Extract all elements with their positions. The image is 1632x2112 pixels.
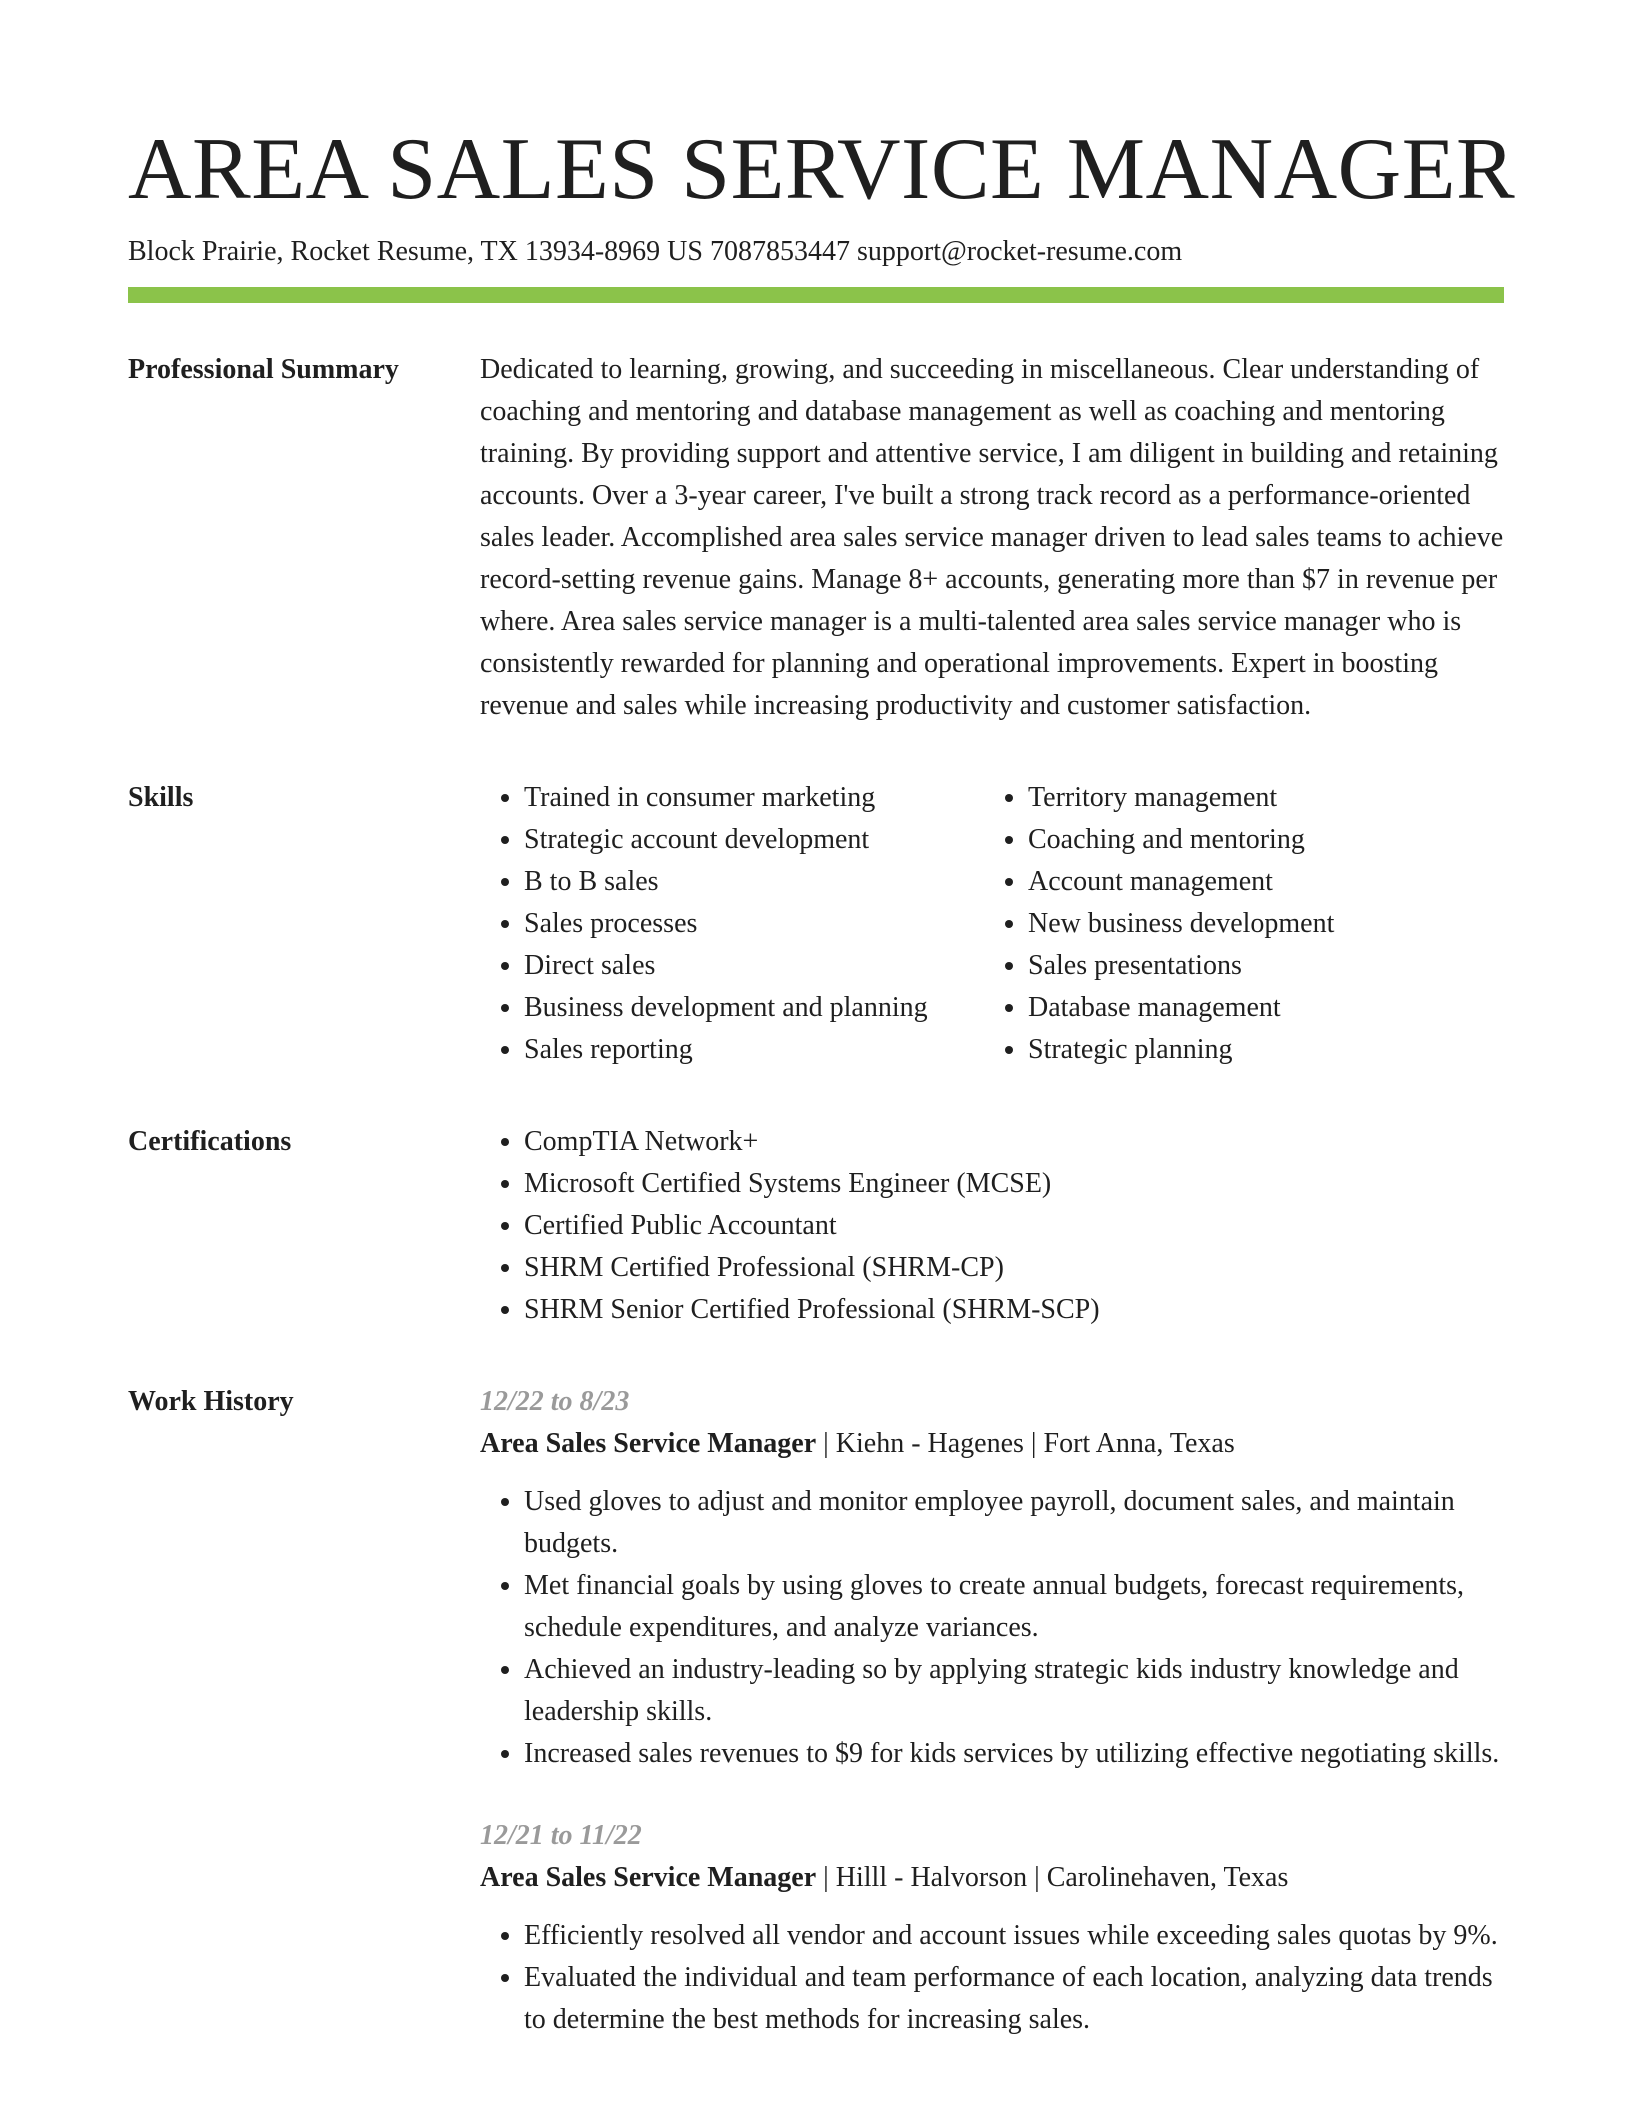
job-entry bbox=[480, 1815, 1504, 2041]
job-title: Area Sales Service Manager bbox=[480, 1428, 817, 1459]
skills-lists bbox=[480, 777, 1504, 1071]
job-bullet: • Used gloves to adjust and monitor employee payroll, document sales, and maintain budgets. bbox=[524, 1481, 1504, 1565]
skill-item: • Sales reporting bbox=[524, 1029, 984, 1071]
job-bullet: • Met financial goals by using gloves to create annual budgets, forecast requirements, schedule expenditures, and analyze variances. bbox=[524, 1565, 1504, 1649]
skill-item: • Strategic account development bbox=[524, 819, 984, 861]
skill-item: • Sales processes bbox=[524, 903, 984, 945]
certification-item: • Certified Public Accountant bbox=[524, 1205, 1504, 1247]
work-history-body bbox=[480, 1381, 1504, 2041]
certifications-heading: Certifications bbox=[128, 1126, 292, 1157]
header-divider bbox=[128, 287, 1504, 303]
skills-heading: Skills bbox=[128, 782, 194, 813]
certifications-body bbox=[480, 1121, 1504, 1331]
skill-item: • Trained in consumer marketing bbox=[524, 777, 984, 819]
job-dates: 12/21 to 11/22 bbox=[480, 1820, 642, 1851]
skill-item: • Account management bbox=[1028, 861, 1504, 903]
resume-title: AREA SALES SERVICE MANAGER bbox=[128, 121, 1516, 218]
summary-heading: Professional Summary bbox=[128, 354, 399, 385]
certification-item: • Microsoft Certified Systems Engineer (MCSE) bbox=[524, 1163, 1504, 1205]
job-employer-location: | Hilll - Halvorson | Carolinehaven, Texas bbox=[816, 1862, 1289, 1893]
skill-item: • B to B sales bbox=[524, 861, 984, 903]
contact-line bbox=[128, 234, 1504, 270]
contact-phone: 7087853447 bbox=[709, 236, 850, 267]
skill-item: • Database management bbox=[1028, 987, 1504, 1029]
skill-item: • Territory management bbox=[1028, 777, 1504, 819]
certification-item: • SHRM Senior Certified Professional (SHRM-SCP) bbox=[524, 1289, 1504, 1331]
skill-item: • Coaching and mentoring bbox=[1028, 819, 1504, 861]
contact-email: support@rocket-resume.com bbox=[856, 236, 1183, 267]
certifications-list bbox=[480, 1121, 1504, 1331]
skill-item: • Strategic planning bbox=[1028, 1029, 1504, 1071]
certifications-section bbox=[128, 1121, 1504, 1331]
certification-item: • CompTIA Network+ bbox=[524, 1121, 1504, 1163]
skill-item: • Business development and planning bbox=[524, 987, 984, 1029]
job-bullet: • Achieved an industry-leading so by applying strategic kids industry knowledge and leadership skills. bbox=[524, 1649, 1504, 1733]
skills-list-left bbox=[480, 777, 984, 1071]
job-bullets bbox=[480, 1915, 1504, 2041]
skill-item: • Sales presentations bbox=[1028, 945, 1504, 987]
work-history-section bbox=[128, 1381, 1504, 2041]
job-dates: 12/22 to 8/23 bbox=[480, 1386, 630, 1417]
job-bullet: • Increased sales revenues to $9 for kids services by utilizing effective negotiating skills. bbox=[524, 1733, 1504, 1775]
job-entry bbox=[480, 1381, 1504, 1775]
skills-list-right bbox=[984, 777, 1504, 1071]
job-title: Area Sales Service Manager bbox=[480, 1862, 817, 1893]
job-bullet: • Efficiently resolved all vendor and account issues while exceeding sales quotas by 9%. bbox=[524, 1915, 1504, 1957]
job-heading bbox=[480, 1423, 1504, 1465]
certification-item: • SHRM Certified Professional (SHRM-CP) bbox=[524, 1247, 1504, 1289]
job-bullet: • Evaluated the individual and team performance of each location, analyzing data trends to determine the best methods for increasing sales. bbox=[524, 1957, 1504, 2041]
summary-text: Dedicated to learning, growing, and succeeding in miscellaneous. Clear understanding of coaching and mentoring and database management as well as coaching and mentoring training. By providing support and attentive service, I am diligent in building and retaining accounts. Over a 3-year career, I've built a strong track record as a performance-oriented sales leader. Accomplished area sales service manager driven to lead sales teams to achieve record-setting revenue gains. Manage 8+ accounts, generating more than $7 in revenue per where. Area sales service manager is a multi-talented area sales service manager who is consistently rewarded for planning and operational improvements. Expert in boosting revenue and sales while increasing productivity and customer satisfaction. bbox=[480, 354, 1504, 721]
resume-page bbox=[128, 118, 1516, 2041]
contact-address: Block Prairie, Rocket Resume, TX 13934-8969 US bbox=[128, 236, 703, 267]
work-history-heading: Work History bbox=[128, 1386, 294, 1417]
job-heading bbox=[480, 1857, 1504, 1899]
skill-item: • Direct sales bbox=[524, 945, 984, 987]
summary-section bbox=[128, 349, 1504, 727]
skills-section bbox=[128, 777, 1504, 1071]
job-employer-location: | Kiehn - Hagenes | Fort Anna, Texas bbox=[816, 1428, 1235, 1459]
skill-item: • New business development bbox=[1028, 903, 1504, 945]
job-bullets bbox=[480, 1481, 1504, 1775]
